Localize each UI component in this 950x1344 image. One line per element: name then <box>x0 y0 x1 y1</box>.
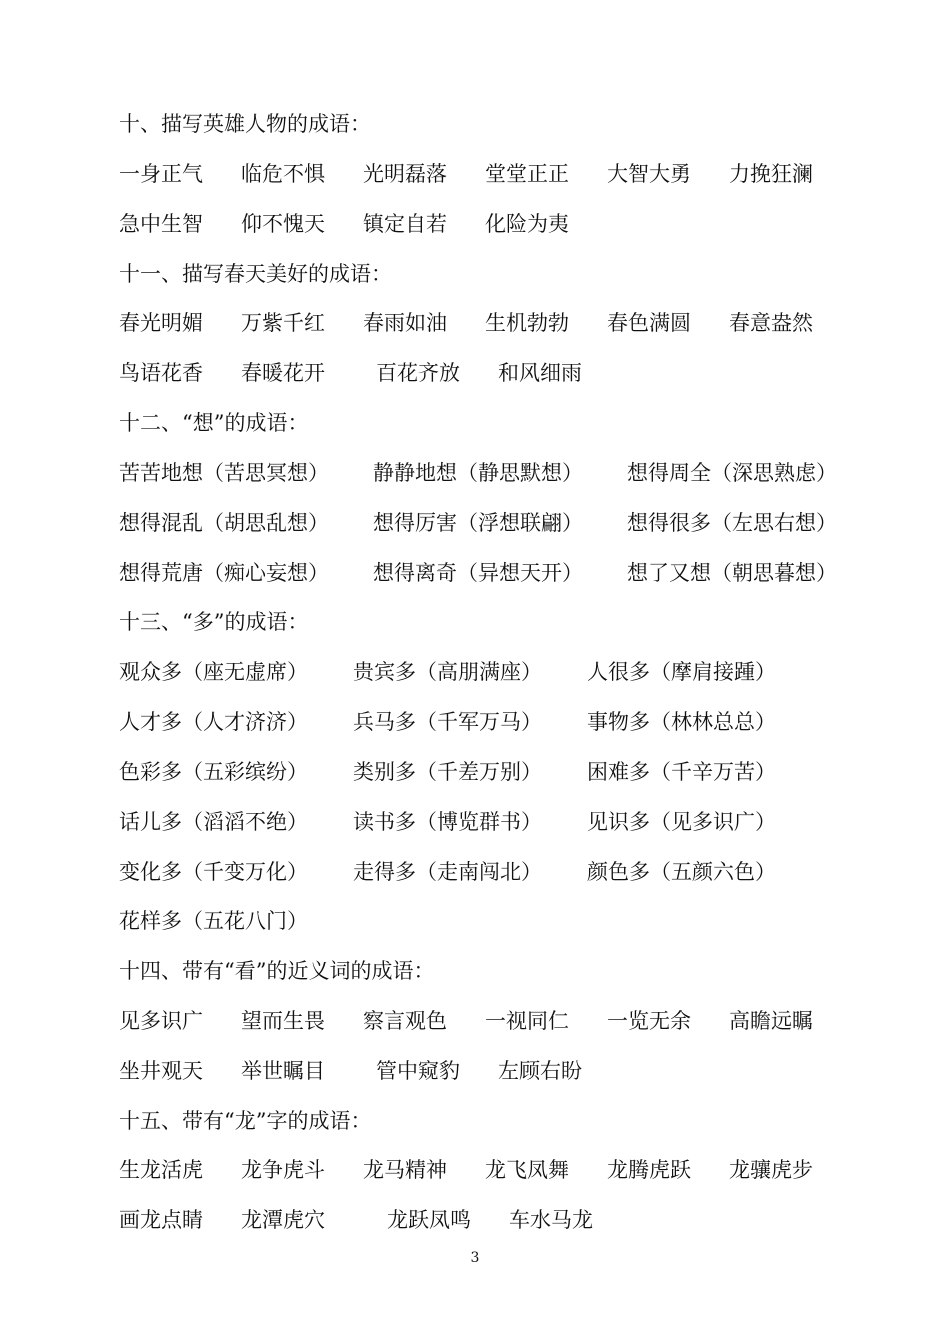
idiom-pair: 苦苦地想（苦思冥想） <box>119 461 329 485</box>
idiom-row <box>119 305 910 341</box>
idiom: 车水马龙 <box>509 1208 593 1232</box>
idiom-row <box>119 505 910 541</box>
idiom: 临危不惧 <box>241 162 325 186</box>
idiom-pair: 人很多（摩肩接踵） <box>587 660 776 684</box>
idiom: 春意盎然 <box>729 311 813 335</box>
idiom-row <box>119 1202 910 1238</box>
idiom-pair: 色彩多（五彩缤纷） <box>119 760 308 784</box>
idiom: 春雨如油 <box>363 311 447 335</box>
idiom: 和风细雨 <box>498 361 582 385</box>
idiom-row <box>119 903 910 939</box>
idiom-pair: 想得厉害（浮想联翩） <box>373 511 583 535</box>
idiom: 龙腾虎跃 <box>607 1158 691 1182</box>
idiom-row <box>119 455 910 491</box>
idiom: 万紫千红 <box>241 311 325 335</box>
page-number: 3 <box>470 1250 480 1266</box>
idiom: 画龙点睛 <box>119 1208 203 1232</box>
idiom-pair: 类别多（千差万别） <box>353 760 542 784</box>
idiom: 龙争虎斗 <box>241 1158 325 1182</box>
idiom: 管中窥豹 <box>376 1059 460 1083</box>
idiom: 堂堂正正 <box>485 162 569 186</box>
idiom: 力挽狂澜 <box>729 162 813 186</box>
idiom: 龙跃凤鸣 <box>387 1208 471 1232</box>
idiom-pair: 颜色多（五颜六色） <box>587 860 776 884</box>
idiom: 望而生畏 <box>241 1009 325 1033</box>
section-heading: 十三、“多”的成语： <box>119 610 309 634</box>
idiom: 春色满圆 <box>607 311 691 335</box>
idiom: 光明磊落 <box>363 162 447 186</box>
idiom-row <box>119 754 910 790</box>
idiom: 举世瞩目 <box>241 1059 325 1083</box>
idiom-pair: 想得离奇（异想天开） <box>373 561 583 585</box>
idiom-pair: 读书多（博览群书） <box>353 810 542 834</box>
idiom-pair: 想得荒唐（痴心妄想） <box>119 561 329 585</box>
idiom: 化险为夷 <box>485 212 569 236</box>
idiom-pair: 想得很多（左思右想） <box>627 511 837 535</box>
idiom: 龙飞凤舞 <box>485 1158 569 1182</box>
idiom: 一视同仁 <box>485 1009 569 1033</box>
section-heading: 十二、“想”的成语： <box>119 411 309 435</box>
idiom: 春光明媚 <box>119 311 203 335</box>
idiom: 一身正气 <box>119 162 203 186</box>
idiom-row <box>119 1152 910 1188</box>
idiom: 急中生智 <box>119 212 203 236</box>
section-heading: 十、描写英雄人物的成语： <box>119 112 371 136</box>
idiom-pair: 花样多（五花八门） <box>119 909 308 933</box>
idiom: 大智大勇 <box>607 162 691 186</box>
idiom: 坐井观天 <box>119 1059 203 1083</box>
idiom-pair: 观众多（座无虚席） <box>119 660 308 684</box>
idiom-pair: 想了又想（朝思暮想） <box>627 561 837 585</box>
idiom: 一览无余 <box>607 1009 691 1033</box>
idiom-pair: 想得混乱（胡思乱想） <box>119 511 329 535</box>
idiom: 镇定自若 <box>363 212 447 236</box>
idiom: 春暖花开 <box>241 361 325 385</box>
idiom: 仰不愧天 <box>241 212 325 236</box>
idiom-row <box>119 1003 910 1039</box>
idiom-row <box>119 704 910 740</box>
section-heading: 十五、带有“龙”字的成语： <box>119 1109 372 1133</box>
idiom-row <box>119 355 910 391</box>
idiom-row <box>119 206 910 242</box>
idiom-row <box>119 555 910 591</box>
idiom-pair: 想得周全（深思熟虑） <box>627 461 837 485</box>
idiom-pair: 事物多（林林总总） <box>587 710 776 734</box>
idiom: 生龙活虎 <box>119 1158 203 1182</box>
idiom: 龙潭虎穴 <box>241 1208 325 1232</box>
idiom-row <box>119 854 910 890</box>
idiom: 龙马精神 <box>363 1158 447 1182</box>
idiom-pair: 见识多（见多识广） <box>587 810 776 834</box>
idiom-pair: 走得多（走南闯北） <box>353 860 542 884</box>
idiom: 龙骧虎步 <box>729 1158 813 1182</box>
section-heading: 十一、描写春天美好的成语： <box>119 262 392 286</box>
idiom: 见多识广 <box>119 1009 203 1033</box>
idiom: 高瞻远瞩 <box>729 1009 813 1033</box>
idiom-row <box>119 654 910 690</box>
idiom-row <box>119 156 910 192</box>
idiom: 左顾右盼 <box>498 1059 582 1083</box>
idiom-pair: 贵宾多（高朋满座） <box>353 660 542 684</box>
idiom-pair: 人才多（人才济济） <box>119 710 308 734</box>
idiom: 察言观色 <box>363 1009 447 1033</box>
idiom-row <box>119 1053 910 1089</box>
idiom-pair: 困难多（千辛万苦） <box>587 760 776 784</box>
section-heading: 十四、带有“看”的近义词的成语： <box>119 959 435 983</box>
idiom-pair: 变化多（千变万化） <box>119 860 308 884</box>
idiom: 百花齐放 <box>376 361 460 385</box>
idiom-pair: 话儿多（滔滔不绝） <box>119 810 308 834</box>
idiom-row <box>119 804 910 840</box>
idiom-pair: 兵马多（千军万马） <box>353 710 542 734</box>
idiom: 生机勃勃 <box>485 311 569 335</box>
idiom-pair: 静静地想（静思默想） <box>373 461 583 485</box>
idiom: 鸟语花香 <box>119 361 203 385</box>
